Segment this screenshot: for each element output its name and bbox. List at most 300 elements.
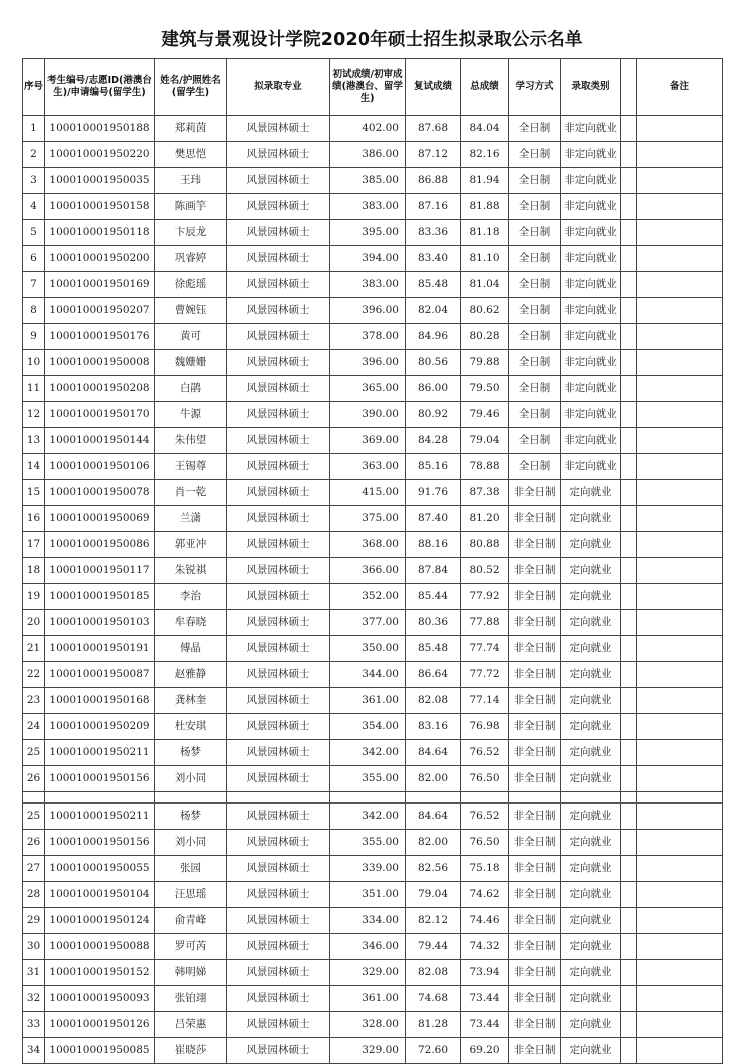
cell-seq: 11	[23, 376, 45, 402]
cell-category: 定向就业	[561, 480, 621, 506]
cell-total-score: 79.04	[461, 428, 509, 454]
cell-name: 朱伟望	[155, 428, 227, 454]
cell-exam-id: 100010001950126	[45, 1012, 155, 1038]
cell-exam-id: 100010001950207	[45, 298, 155, 324]
cell-category: 非定向就业	[561, 220, 621, 246]
cell-prelim-score: 383.00	[330, 272, 406, 298]
cell-name: 白鹃	[155, 376, 227, 402]
cell-extra-column	[621, 350, 637, 376]
cell-study-mode: 全日制	[509, 142, 561, 168]
cell-total-score: 76.50	[461, 830, 509, 856]
cell-major: 风景园林硕士	[227, 714, 330, 740]
cell-prelim-score: 361.00	[330, 688, 406, 714]
cell-category: 定向就业	[561, 1012, 621, 1038]
cell-retest-score: 81.28	[406, 1012, 461, 1038]
cell-major: 风景园林硕士	[227, 350, 330, 376]
cell-remark	[637, 766, 723, 792]
cell-major: 风景园林硕士	[227, 1038, 330, 1064]
cell-seq: 30	[23, 934, 45, 960]
cell-study-mode: 全日制	[509, 376, 561, 402]
cell-seq: 16	[23, 506, 45, 532]
cell-total-score: 74.62	[461, 882, 509, 908]
table-row	[23, 376, 723, 402]
cell-category: 定向就业	[561, 766, 621, 792]
header-retest-score: 复试成绩	[406, 59, 461, 116]
cell-name: 傅晶	[155, 636, 227, 662]
admission-table	[22, 58, 723, 1064]
cell-prelim-score: 346.00	[330, 934, 406, 960]
cell-study-mode: 全日制	[509, 454, 561, 480]
table-row	[23, 934, 723, 960]
cell-study-mode: 非全日制	[509, 986, 561, 1012]
cell-remark	[637, 636, 723, 662]
cell-exam-id: 100010001950208	[45, 376, 155, 402]
cell-name: 卞辰龙	[155, 220, 227, 246]
cell-prelim-score: 339.00	[330, 856, 406, 882]
table-row	[23, 1012, 723, 1038]
cell-remark	[637, 986, 723, 1012]
cell-study-mode: 全日制	[509, 168, 561, 194]
cell-major: 风景园林硕士	[227, 830, 330, 856]
cell-total-score: 79.50	[461, 376, 509, 402]
cell-remark	[637, 220, 723, 246]
table-row	[23, 856, 723, 882]
cell-retest-score: 74.68	[406, 986, 461, 1012]
cell-total-score: 80.52	[461, 558, 509, 584]
cell-exam-id: 100010001950220	[45, 142, 155, 168]
cell-category: 定向就业	[561, 610, 621, 636]
cell-total-score: 76.52	[461, 803, 509, 830]
cell-prelim-score: 328.00	[330, 1012, 406, 1038]
cell-major: 风景园林硕士	[227, 246, 330, 272]
cell-seq: 27	[23, 856, 45, 882]
cell-exam-id: 100010001950106	[45, 454, 155, 480]
cell-exam-id: 100010001950168	[45, 688, 155, 714]
cell-remark	[637, 830, 723, 856]
cell-prelim-score: 415.00	[330, 480, 406, 506]
cell-retest-score: 87.12	[406, 142, 461, 168]
cell-major: 风景园林硕士	[227, 454, 330, 480]
cell-total-score: 80.28	[461, 324, 509, 350]
cell-prelim-score: 366.00	[330, 558, 406, 584]
cell-category: 非定向就业	[561, 194, 621, 220]
cell-seq: 26	[23, 830, 45, 856]
cell-extra-column	[621, 766, 637, 792]
cell-major: 风景园林硕士	[227, 610, 330, 636]
cell-category: 定向就业	[561, 740, 621, 766]
cell-remark	[637, 116, 723, 142]
cell-study-mode: 全日制	[509, 350, 561, 376]
cell-name: 罗可芮	[155, 934, 227, 960]
cell-name: 杜安琪	[155, 714, 227, 740]
cell-retest-score: 91.76	[406, 480, 461, 506]
table-row	[23, 116, 723, 142]
cell-retest-score: 87.16	[406, 194, 461, 220]
cell-remark	[637, 454, 723, 480]
cell-exam-id: 100010001950085	[45, 1038, 155, 1064]
cell-prelim-score: 355.00	[330, 830, 406, 856]
cell-total-score: 73.44	[461, 1012, 509, 1038]
cell-exam-id: 100010001950169	[45, 272, 155, 298]
cell-seq: 17	[23, 532, 45, 558]
cell-extra-column	[621, 714, 637, 740]
cell-extra-column	[621, 324, 637, 350]
cell-major: 风景园林硕士	[227, 428, 330, 454]
cell-exam-id: 100010001950191	[45, 636, 155, 662]
cell-prelim-score: 342.00	[330, 803, 406, 830]
cell-extra-column	[621, 246, 637, 272]
cell-total-score: 78.88	[461, 454, 509, 480]
cell-study-mode: 非全日制	[509, 610, 561, 636]
cell-exam-id: 100010001950152	[45, 960, 155, 986]
torn-overlap-cell	[461, 792, 509, 804]
cell-total-score: 75.18	[461, 856, 509, 882]
cell-study-mode: 非全日制	[509, 636, 561, 662]
cell-category: 定向就业	[561, 830, 621, 856]
cell-remark	[637, 428, 723, 454]
cell-retest-score: 80.36	[406, 610, 461, 636]
cell-total-score: 77.88	[461, 610, 509, 636]
cell-retest-score: 82.08	[406, 688, 461, 714]
cell-name: 张铂翊	[155, 986, 227, 1012]
cell-name: 汪思瑶	[155, 882, 227, 908]
cell-name: 俞青峰	[155, 908, 227, 934]
cell-category: 非定向就业	[561, 168, 621, 194]
cell-exam-id: 100010001950078	[45, 480, 155, 506]
cell-category: 定向就业	[561, 688, 621, 714]
cell-prelim-score: 395.00	[330, 220, 406, 246]
cell-retest-score: 85.48	[406, 636, 461, 662]
cell-category: 定向就业	[561, 506, 621, 532]
table-row	[23, 402, 723, 428]
cell-category: 定向就业	[561, 532, 621, 558]
cell-seq: 2	[23, 142, 45, 168]
cell-category: 非定向就业	[561, 142, 621, 168]
cell-total-score: 79.46	[461, 402, 509, 428]
table-row	[23, 908, 723, 934]
cell-name: 赵雅静	[155, 662, 227, 688]
cell-remark	[637, 740, 723, 766]
cell-remark	[637, 376, 723, 402]
cell-category: 非定向就业	[561, 350, 621, 376]
cell-retest-score: 88.16	[406, 532, 461, 558]
cell-study-mode: 非全日制	[509, 830, 561, 856]
table-row	[23, 688, 723, 714]
cell-name: 张园	[155, 856, 227, 882]
cell-retest-score: 84.28	[406, 428, 461, 454]
cell-name: 牛源	[155, 402, 227, 428]
cell-name: 曹婉钰	[155, 298, 227, 324]
cell-exam-id: 100010001950055	[45, 856, 155, 882]
cell-seq: 31	[23, 960, 45, 986]
cell-remark	[637, 714, 723, 740]
table-row	[23, 298, 723, 324]
table-row	[23, 220, 723, 246]
cell-remark	[637, 960, 723, 986]
cell-category: 非定向就业	[561, 298, 621, 324]
table-row	[23, 532, 723, 558]
cell-major: 风景园林硕士	[227, 584, 330, 610]
cell-seq: 28	[23, 882, 45, 908]
cell-prelim-score: 369.00	[330, 428, 406, 454]
cell-exam-id: 100010001950188	[45, 116, 155, 142]
cell-category: 定向就业	[561, 1038, 621, 1064]
cell-category: 定向就业	[561, 803, 621, 830]
cell-prelim-score: 386.00	[330, 142, 406, 168]
cell-major: 风景园林硕士	[227, 116, 330, 142]
cell-remark	[637, 558, 723, 584]
table-row	[23, 324, 723, 350]
cell-extra-column	[621, 803, 637, 830]
cell-study-mode: 全日制	[509, 402, 561, 428]
cell-remark	[637, 532, 723, 558]
cell-major: 风景园林硕士	[227, 506, 330, 532]
cell-major: 风景园林硕士	[227, 986, 330, 1012]
cell-study-mode: 全日制	[509, 298, 561, 324]
cell-retest-score: 80.56	[406, 350, 461, 376]
table-row	[23, 766, 723, 792]
cell-retest-score: 83.40	[406, 246, 461, 272]
cell-total-score: 74.46	[461, 908, 509, 934]
header-name: 姓名/护照姓名(留学生)	[155, 59, 227, 116]
cell-extra-column	[621, 662, 637, 688]
cell-retest-score: 82.08	[406, 960, 461, 986]
cell-total-score: 81.94	[461, 168, 509, 194]
cell-total-score: 77.14	[461, 688, 509, 714]
cell-exam-id: 100010001950008	[45, 350, 155, 376]
cell-study-mode: 非全日制	[509, 584, 561, 610]
cell-major: 风景园林硕士	[227, 272, 330, 298]
cell-extra-column	[621, 142, 637, 168]
cell-exam-id: 100010001950104	[45, 882, 155, 908]
torn-overlap-cell	[155, 792, 227, 804]
cell-category: 非定向就业	[561, 402, 621, 428]
cell-extra-column	[621, 220, 637, 246]
cell-name: 刘小同	[155, 830, 227, 856]
cell-retest-score: 85.16	[406, 454, 461, 480]
torn-overlap-cell	[23, 792, 45, 804]
table-row	[23, 168, 723, 194]
cell-seq: 5	[23, 220, 45, 246]
cell-total-score: 77.74	[461, 636, 509, 662]
cell-seq: 32	[23, 986, 45, 1012]
cell-remark	[637, 350, 723, 376]
cell-major: 风景园林硕士	[227, 142, 330, 168]
cell-extra-column	[621, 636, 637, 662]
table-row	[23, 428, 723, 454]
cell-retest-score: 83.36	[406, 220, 461, 246]
cell-exam-id: 100010001950086	[45, 532, 155, 558]
cell-major: 风景园林硕士	[227, 558, 330, 584]
cell-category: 非定向就业	[561, 324, 621, 350]
cell-retest-score: 82.00	[406, 766, 461, 792]
table-row	[23, 272, 723, 298]
cell-seq: 19	[23, 584, 45, 610]
cell-extra-column	[621, 272, 637, 298]
cell-retest-score: 85.48	[406, 272, 461, 298]
cell-extra-column	[621, 740, 637, 766]
cell-category: 定向就业	[561, 714, 621, 740]
cell-category: 定向就业	[561, 558, 621, 584]
header-prelim-score: 初试成绩/初审成绩(港澳台、留学生)	[330, 59, 406, 116]
table-row	[23, 740, 723, 766]
torn-overlap-cell	[621, 792, 637, 804]
cell-study-mode: 非全日制	[509, 1012, 561, 1038]
cell-remark	[637, 246, 723, 272]
table-row	[23, 714, 723, 740]
cell-prelim-score: 385.00	[330, 168, 406, 194]
cell-extra-column	[621, 908, 637, 934]
cell-prelim-score: 396.00	[330, 298, 406, 324]
header-row	[23, 59, 723, 116]
cell-retest-score: 82.00	[406, 830, 461, 856]
cell-study-mode: 非全日制	[509, 740, 561, 766]
cell-exam-id: 100010001950118	[45, 220, 155, 246]
cell-remark	[637, 506, 723, 532]
cell-category: 定向就业	[561, 986, 621, 1012]
torn-overlap-cell	[45, 792, 155, 804]
cell-major: 风景园林硕士	[227, 1012, 330, 1038]
cell-extra-column	[621, 194, 637, 220]
cell-study-mode: 全日制	[509, 428, 561, 454]
cell-name: 魏姗姗	[155, 350, 227, 376]
torn-overlap-cell	[330, 792, 406, 804]
cell-study-mode: 非全日制	[509, 558, 561, 584]
cell-study-mode: 非全日制	[509, 908, 561, 934]
cell-category: 非定向就业	[561, 272, 621, 298]
cell-exam-id: 100010001950156	[45, 766, 155, 792]
cell-seq: 22	[23, 662, 45, 688]
cell-total-score: 81.18	[461, 220, 509, 246]
cell-major: 风景园林硕士	[227, 194, 330, 220]
cell-exam-id: 100010001950200	[45, 246, 155, 272]
cell-name: 樊思恺	[155, 142, 227, 168]
torn-overlap-cell	[406, 792, 461, 804]
cell-study-mode: 非全日制	[509, 480, 561, 506]
cell-total-score: 80.88	[461, 532, 509, 558]
cell-seq: 4	[23, 194, 45, 220]
cell-total-score: 73.94	[461, 960, 509, 986]
cell-extra-column	[621, 584, 637, 610]
cell-category: 非定向就业	[561, 116, 621, 142]
cell-name: 朱锐祺	[155, 558, 227, 584]
cell-exam-id: 100010001950035	[45, 168, 155, 194]
cell-retest-score: 87.84	[406, 558, 461, 584]
cell-seq: 29	[23, 908, 45, 934]
cell-seq: 7	[23, 272, 45, 298]
cell-total-score: 76.52	[461, 740, 509, 766]
cell-study-mode: 全日制	[509, 246, 561, 272]
cell-retest-score: 84.64	[406, 740, 461, 766]
cell-major: 风景园林硕士	[227, 168, 330, 194]
cell-name: 陈画竽	[155, 194, 227, 220]
cell-prelim-score: 368.00	[330, 532, 406, 558]
cell-seq: 10	[23, 350, 45, 376]
table-row	[23, 803, 723, 830]
cell-study-mode: 非全日制	[509, 532, 561, 558]
table-row	[23, 882, 723, 908]
cell-major: 风景园林硕士	[227, 960, 330, 986]
cell-category: 定向就业	[561, 908, 621, 934]
cell-major: 风景园林硕士	[227, 766, 330, 792]
cell-retest-score: 87.40	[406, 506, 461, 532]
cell-extra-column	[621, 298, 637, 324]
cell-total-score: 77.92	[461, 584, 509, 610]
table-row	[23, 986, 723, 1012]
cell-major: 风景园林硕士	[227, 662, 330, 688]
cell-exam-id: 100010001950156	[45, 830, 155, 856]
cell-total-score: 81.10	[461, 246, 509, 272]
table-row	[23, 454, 723, 480]
cell-major: 风景园林硕士	[227, 324, 330, 350]
cell-study-mode: 全日制	[509, 116, 561, 142]
cell-study-mode: 非全日制	[509, 766, 561, 792]
cell-name: 郑莉茵	[155, 116, 227, 142]
cell-retest-score: 85.44	[406, 584, 461, 610]
cell-name: 肖一乾	[155, 480, 227, 506]
cell-seq: 34	[23, 1038, 45, 1064]
cell-prelim-score: 329.00	[330, 1038, 406, 1064]
cell-study-mode: 非全日制	[509, 506, 561, 532]
cell-major: 风景园林硕士	[227, 856, 330, 882]
cell-major: 风景园林硕士	[227, 402, 330, 428]
cell-total-score: 84.04	[461, 116, 509, 142]
table-row	[23, 246, 723, 272]
cell-extra-column	[621, 558, 637, 584]
cell-seq: 14	[23, 454, 45, 480]
cell-prelim-score: 402.00	[330, 116, 406, 142]
cell-retest-score: 86.64	[406, 662, 461, 688]
cell-prelim-score: 329.00	[330, 960, 406, 986]
cell-exam-id: 100010001950093	[45, 986, 155, 1012]
cell-prelim-score: 342.00	[330, 740, 406, 766]
torn-overlap-row	[23, 792, 723, 804]
cell-name: 龚林奎	[155, 688, 227, 714]
cell-retest-score: 86.00	[406, 376, 461, 402]
cell-prelim-score: 394.00	[330, 246, 406, 272]
cell-prelim-score: 383.00	[330, 194, 406, 220]
cell-total-score: 79.88	[461, 350, 509, 376]
cell-major: 风景园林硕士	[227, 636, 330, 662]
cell-seq: 26	[23, 766, 45, 792]
cell-seq: 33	[23, 1012, 45, 1038]
cell-extra-column	[621, 428, 637, 454]
torn-overlap-cell	[637, 792, 723, 804]
cell-name: 王玮	[155, 168, 227, 194]
cell-remark	[637, 402, 723, 428]
cell-remark	[637, 1012, 723, 1038]
cell-name: 兰潇	[155, 506, 227, 532]
cell-prelim-score: 352.00	[330, 584, 406, 610]
cell-name: 韩明娣	[155, 960, 227, 986]
cell-seq: 9	[23, 324, 45, 350]
cell-study-mode: 全日制	[509, 220, 561, 246]
cell-category: 定向就业	[561, 934, 621, 960]
cell-category: 非定向就业	[561, 428, 621, 454]
cell-retest-score: 87.68	[406, 116, 461, 142]
cell-seq: 23	[23, 688, 45, 714]
table-row	[23, 636, 723, 662]
table-row	[23, 506, 723, 532]
cell-exam-id: 100010001950144	[45, 428, 155, 454]
cell-name: 王锡尊	[155, 454, 227, 480]
cell-extra-column	[621, 610, 637, 636]
cell-name: 郭亚冲	[155, 532, 227, 558]
header-total-score: 总成绩	[461, 59, 509, 116]
cell-extra-column	[621, 454, 637, 480]
cell-seq: 24	[23, 714, 45, 740]
cell-category: 定向就业	[561, 882, 621, 908]
